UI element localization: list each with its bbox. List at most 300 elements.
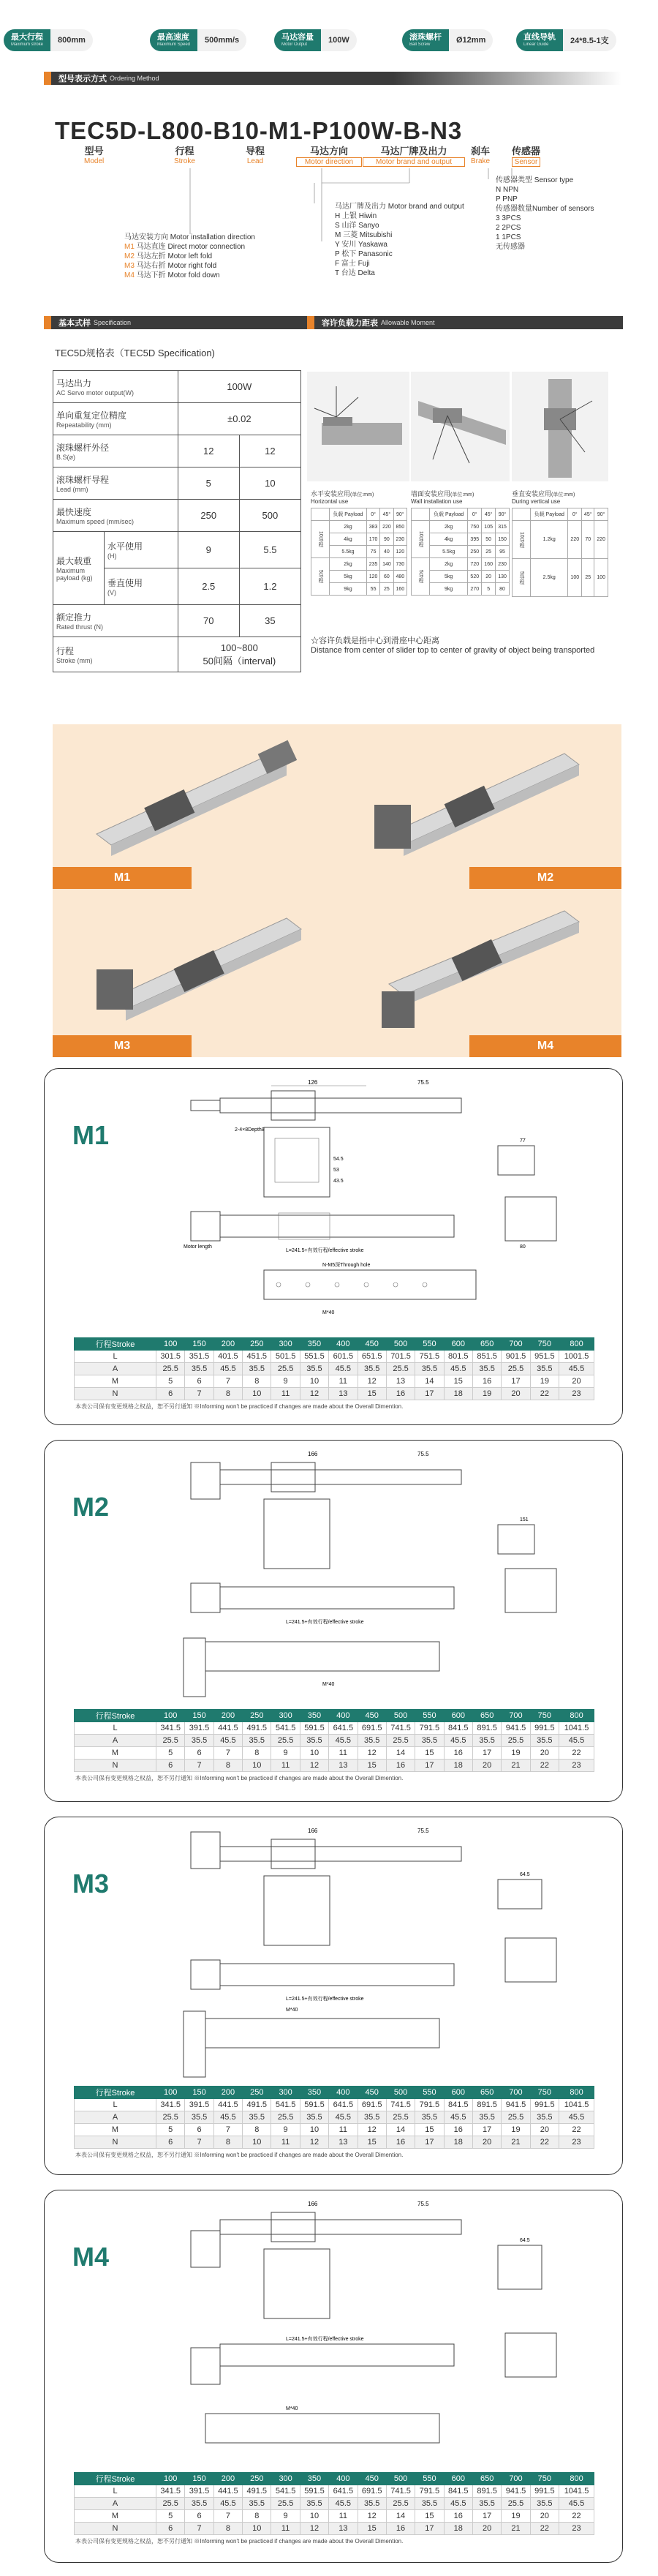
dim-cell: 591.5	[300, 2485, 328, 2498]
dim-cell: 22	[530, 2523, 559, 2535]
dim-cell: 5	[156, 2510, 185, 2523]
section-ordering: 型号表示方式 Ordering Method	[44, 72, 621, 85]
dim-cell: 19	[502, 1747, 530, 1760]
dim-cell: 16	[386, 1388, 415, 1400]
moment-illustration-vertical	[512, 372, 608, 481]
dim-cell: 22	[559, 2124, 594, 2136]
svg-text:54.5: 54.5	[333, 1157, 344, 1162]
svg-text:64.5: 64.5	[520, 2238, 530, 2243]
dim-cell: 35.5	[358, 2498, 386, 2510]
drawing-m2: M2 166 75.5 L=241.5+有效行程/effective stroke M*40 151 行程Stroke 100 150 200 250 300 350 400 450 500 550 600 650 700 750 800 L 341.5 391.5 441.5 491.5 541.5 591.5 641.5 691.5 741.5 791.5 841.5 891.5 941.5 991.5 1041.5 A 25.5 35.5 45.5 35.5 25.5 35.5 45.5 35.5 25.5 35.5 45.5 35.5 25.5 35.5 45.5 M 5 6 7 8 9 10 11 12 14 15 16 17 19 20 22 N 6 7 8 10 11 12 13 15 16 17 18 20 21 22 23 本表公司保有变更规格之权益，恕不另行通知 ※Informing won't be practiced if changes are made about the Overall Dimention.	[44, 1440, 623, 1802]
panel-m1: M1	[53, 724, 330, 889]
svg-text:126: 126	[308, 1080, 318, 1086]
dim-cell: 5	[156, 2124, 185, 2136]
dim-cell: 741.5	[386, 1722, 415, 1735]
dim-cell: 35.5	[530, 1735, 559, 1747]
moment-note: ☆容许负载是指中心到滑座中心距离 Distance from center of slider top to center of gravity of object being transported	[311, 637, 595, 655]
actuator-m3-image	[53, 889, 330, 1035]
dim-cell: 16	[386, 2523, 415, 2535]
dim-cell: 701.5	[386, 1351, 415, 1363]
dim-cell: 891.5	[472, 2099, 501, 2111]
dim-cell: 9	[271, 2510, 300, 2523]
svg-text:77: 77	[520, 1138, 526, 1144]
dim-cell: 301.5	[156, 1351, 185, 1363]
svg-text:166: 166	[308, 2201, 318, 2207]
dim-row-a	[75, 2498, 594, 2510]
dim-cell: 11	[329, 1747, 358, 1760]
model-code: TEC5D-L800-B10-M1-P100W-B-N3	[55, 117, 463, 144]
stroke-header-cell: 650	[472, 1710, 501, 1722]
stroke-header-cell: 450	[358, 1710, 386, 1722]
dim-cell: 501.5	[271, 1351, 300, 1363]
dimension-drawing-m1	[176, 1080, 586, 1343]
dim-cell: 35.5	[185, 2111, 213, 2124]
dim-cell: 8	[243, 1747, 271, 1760]
dim-cell: 20	[472, 2523, 501, 2535]
dim-cell: 7	[185, 1760, 213, 1772]
panel-m3: M3	[53, 889, 330, 1057]
load-table-horizontal: 负载 Payload 0° 45° 90° 10导程 2kg 383 220 850 4kg 170 90 230 5.5kg 75 40 120 5导程 2kg 235 140 730 5kg 120 60 480 9kg 55 25 160	[311, 508, 407, 596]
dim-row-m	[75, 1747, 594, 1760]
stroke-header-label: 行程Stroke	[75, 2473, 156, 2485]
dim-cell: 45.5	[444, 1363, 472, 1375]
dim-cell: 25.5	[156, 1363, 185, 1375]
stroke-header-cell: 750	[530, 2473, 559, 2485]
dim-cell: 11	[329, 2124, 358, 2136]
dim-cell: 35.5	[243, 1735, 271, 1747]
dim-cell: 20	[472, 2136, 501, 2149]
dim-cell: 25.5	[156, 2498, 185, 2510]
dim-cell: 1001.5	[559, 1351, 594, 1363]
dim-cell: 35.5	[300, 2498, 328, 2510]
dim-row-label: A	[75, 2111, 156, 2124]
dim-cell: 16	[444, 2124, 472, 2136]
svg-text:2-4×8Depth8: 2-4×8Depth8	[235, 1127, 265, 1133]
dim-cell: 25.5	[271, 1735, 300, 1747]
dim-cell: 10	[243, 2136, 271, 2149]
dim-cell: 19	[502, 2124, 530, 2136]
svg-text:M*40: M*40	[322, 1310, 335, 1315]
dim-cell: 11	[271, 2136, 300, 2149]
dim-cell: 20	[530, 1747, 559, 1760]
dim-cell: 601.5	[329, 1351, 358, 1363]
dim-cell: 35.5	[243, 2498, 271, 2510]
dim-cell: 45.5	[559, 2498, 594, 2510]
stroke-header-cell: 300	[271, 2087, 300, 2099]
stroke-header-cell: 550	[415, 1338, 444, 1351]
stroke-header-cell: 500	[386, 2087, 415, 2099]
svg-text:L=241.5+有效行程/effective stroke: L=241.5+有效行程/effective stroke	[286, 1620, 364, 1625]
dim-cell: 6	[185, 1747, 213, 1760]
dim-cell: 35.5	[415, 1363, 444, 1375]
dimension-drawing-m2	[176, 1452, 586, 1715]
dim-cell: 5	[156, 1747, 185, 1760]
label-brand: 马达厂牌及出力 Motor brand and output	[363, 146, 465, 167]
stroke-header-cell: 150	[185, 1710, 213, 1722]
stroke-header-cell: 800	[559, 2087, 594, 2099]
stroke-header-label: 行程Stroke	[75, 2087, 156, 2099]
dim-cell: 7	[185, 2136, 213, 2149]
dim-row-n	[75, 2523, 594, 2535]
stroke-header-cell: 600	[444, 2473, 472, 2485]
dim-cell: 22	[559, 1747, 594, 1760]
dim-row-label: N	[75, 2136, 156, 2149]
dim-cell: 841.5	[444, 2485, 472, 2498]
stroke-header-cell: 350	[300, 2473, 328, 2485]
dim-row-label: A	[75, 2498, 156, 2510]
label-model: 型号 Model	[84, 146, 105, 165]
dim-cell: 17	[415, 1388, 444, 1400]
label-lead: 导程 Lead	[246, 146, 265, 165]
stroke-header-cell: 200	[213, 2473, 242, 2485]
load-title-wall: 墙面安装应用(单位:mm) Wall installation use	[411, 490, 474, 505]
dim-cell: 401.5	[213, 1351, 242, 1363]
stroke-header-cell: 700	[502, 2473, 530, 2485]
dim-cell: 19	[502, 2510, 530, 2523]
section-moment: 容许负载力距表 Allowable Moment	[307, 316, 623, 329]
dim-row-label: M	[75, 1375, 156, 1388]
dim-cell: 12	[358, 1375, 386, 1388]
drawing-title-m1: M1	[72, 1120, 110, 1150]
dim-row-label: N	[75, 2523, 156, 2535]
stroke-header-cell: 550	[415, 2087, 444, 2099]
dim-row-l	[75, 2099, 594, 2111]
dim-cell: 45.5	[329, 2111, 358, 2124]
stroke-header-cell: 650	[472, 2473, 501, 2485]
spec-title: TEC5D规格表（TEC5D Specification)	[55, 348, 215, 358]
dim-cell: 1041.5	[559, 1722, 594, 1735]
dim-cell: 1041.5	[559, 2099, 594, 2111]
svg-text:L=241.5+有效行程/effective stroke: L=241.5+有效行程/effective stroke	[286, 2337, 364, 2342]
stroke-header-cell: 450	[358, 2087, 386, 2099]
panel-m4: M4	[330, 889, 621, 1057]
dim-cell: 791.5	[415, 2099, 444, 2111]
svg-text:53: 53	[333, 1168, 339, 1173]
dim-cell: 12	[300, 1760, 328, 1772]
dim-cell: 25.5	[502, 1363, 530, 1375]
dim-cell: 45.5	[444, 1735, 472, 1747]
stroke-header-cell: 150	[185, 1338, 213, 1351]
dim-cell: 991.5	[530, 2485, 559, 2498]
dim-cell: 12	[300, 1388, 328, 1400]
svg-text:64.5: 64.5	[520, 1872, 530, 1877]
dim-row-a	[75, 1363, 594, 1375]
dim-row-label: A	[75, 1735, 156, 1747]
dim-row-label: L	[75, 2485, 156, 2498]
dim-cell: 9	[271, 2124, 300, 2136]
dim-cell: 25.5	[271, 2498, 300, 2510]
dim-cell: 391.5	[185, 1722, 213, 1735]
stroke-header-cell: 100	[156, 2473, 185, 2485]
drawing-title-m2: M2	[72, 1492, 110, 1522]
spec-pill-screw: 滚珠螺杆 Ball Screw Ø12mm	[402, 29, 493, 51]
dim-cell: 341.5	[156, 2485, 185, 2498]
dim-cell: 45.5	[213, 2498, 242, 2510]
stroke-header-cell: 100	[156, 1710, 185, 1722]
dim-cell: 15	[358, 1388, 386, 1400]
stroke-header-cell: 650	[472, 2087, 501, 2099]
stroke-header-cell: 700	[502, 1710, 530, 1722]
dim-cell: 11	[329, 2510, 358, 2523]
dim-cell: 21	[502, 2523, 530, 2535]
dim-row-label: A	[75, 1363, 156, 1375]
stroke-header-cell: 200	[213, 1710, 242, 1722]
stroke-header-cell: 450	[358, 2473, 386, 2485]
dim-table-m3	[74, 2086, 594, 2149]
dim-row-label: N	[75, 1760, 156, 1772]
dim-cell: 791.5	[415, 1722, 444, 1735]
stroke-header-cell: 100	[156, 2087, 185, 2099]
dim-cell: 941.5	[502, 2485, 530, 2498]
dim-cell: 23	[559, 1760, 594, 1772]
dim-cell: 541.5	[271, 1722, 300, 1735]
dim-cell: 10	[300, 1375, 328, 1388]
dim-row-label: M	[75, 2124, 156, 2136]
dim-cell: 541.5	[271, 2485, 300, 2498]
dim-cell: 14	[386, 1747, 415, 1760]
dim-cell: 841.5	[444, 1722, 472, 1735]
dim-cell: 35.5	[358, 1735, 386, 1747]
dim-cell: 25.5	[386, 1735, 415, 1747]
dim-cell: 25.5	[386, 2498, 415, 2510]
dim-cell: 35.5	[185, 1363, 213, 1375]
dim-cell: 951.5	[530, 1351, 559, 1363]
stroke-header-cell: 350	[300, 2087, 328, 2099]
stroke-header-cell: 350	[300, 1338, 328, 1351]
dim-cell: 801.5	[444, 1351, 472, 1363]
dim-cell: 691.5	[358, 1722, 386, 1735]
drawing-m4: M4 166 75.5 L=241.5+有效行程/effective stroke M*40 64.5 行程Stroke 100 150 200 250 300 350 400 450 500 550 600 650 700 750 800 L 341.5 391.5 441.5 491.5 541.5 591.5 641.5 691.5 741.5 791.5 841.5 891.5 941.5 991.5 1041.5 A 25.5 35.5 45.5 35.5 25.5 35.5 45.5 35.5 25.5 35.5 45.5 35.5 25.5 35.5 45.5 M 5 6 7 8 9 10 11 12 14 15 16 17 19 20 22 N 6 7 8 10 11 12 13 15 16 17 18 20 21 22 23 本表公司保有变更规格之权益，恕不另行通知 ※Informing won't be practiced if changes are made about the Overall Dimention.	[44, 2190, 623, 2563]
dim-cell: 35.5	[300, 1363, 328, 1375]
dim-row-label: N	[75, 1388, 156, 1400]
stroke-header-cell: 250	[243, 2087, 271, 2099]
dim-row-label: L	[75, 2099, 156, 2111]
svg-text:M*40: M*40	[286, 2406, 298, 2411]
stroke-header-cell: 250	[243, 2473, 271, 2485]
dim-cell: 17	[472, 2124, 501, 2136]
dim-table-m1	[74, 1337, 594, 1400]
svg-text:M*40: M*40	[322, 1682, 335, 1687]
dim-cell: 16	[444, 2510, 472, 2523]
stroke-header-cell: 600	[444, 1338, 472, 1351]
dim-row-n	[75, 2136, 594, 2149]
dim-row-label: M	[75, 1747, 156, 1760]
dim-cell: 791.5	[415, 2485, 444, 2498]
stroke-header-cell: 800	[559, 2473, 594, 2485]
dim-cell: 641.5	[329, 2099, 358, 2111]
dim-cell: 691.5	[358, 2099, 386, 2111]
dim-cell: 18	[444, 1388, 472, 1400]
svg-text:166: 166	[308, 1828, 318, 1834]
dim-cell: 20	[530, 2124, 559, 2136]
load-title-horizontal: 水平安装应用(单位:mm) Horizontal use	[311, 490, 374, 505]
dim-cell: 15	[358, 2523, 386, 2535]
dim-cell: 13	[386, 1375, 415, 1388]
drawing-title-m4: M4	[72, 2242, 110, 2272]
dim-cell: 541.5	[271, 2099, 300, 2111]
dim-cell: 341.5	[156, 2099, 185, 2111]
dim-cell: 45.5	[329, 1363, 358, 1375]
actuator-m4-image	[330, 889, 621, 1035]
dim-cell: 16	[472, 1375, 501, 1388]
dim-cell: 441.5	[213, 2099, 242, 2111]
stroke-header-cell: 150	[185, 2087, 213, 2099]
dim-cell: 491.5	[243, 2099, 271, 2111]
dim-cell: 17	[472, 1747, 501, 1760]
dim-cell: 23	[559, 2136, 594, 2149]
dim-row-l	[75, 1351, 594, 1363]
svg-text:75.5: 75.5	[417, 1828, 429, 1834]
dim-cell: 641.5	[329, 2485, 358, 2498]
dim-cell: 35.5	[415, 2498, 444, 2510]
actuator-m1-image	[53, 724, 330, 867]
stroke-header-cell: 350	[300, 1710, 328, 1722]
dim-cell: 491.5	[243, 2485, 271, 2498]
dim-cell: 11	[271, 1760, 300, 1772]
dim-cell: 20	[472, 1760, 501, 1772]
dim-cell: 841.5	[444, 2099, 472, 2111]
dim-cell: 18	[444, 1760, 472, 1772]
svg-text:80: 80	[520, 1244, 526, 1250]
section-basic: 基本式样 Specification	[44, 316, 307, 329]
dim-cell: 22	[530, 2136, 559, 2149]
dim-cell: 6	[156, 2136, 185, 2149]
dim-cell: 8	[243, 2510, 271, 2523]
svg-text:75.5: 75.5	[417, 1452, 429, 1457]
spec-table: 马达出力 AC Servo motor output(W) 100W 单向重复定位精度 Repeatability (mm) ±0.02 滚珠螺杆外径 B.S(ø) 12 12 滚珠螺杆导程 Lead (mm) 5 10 最快速度 Maximum speed (mm/sec) 250 500 最大载重 Maximum payload (kg) 水平使用 (H) 9 5.5 垂直使用 (V) 2.5 1.2 额定推力 Rated thrust (N) 70 35 行程 Stroke (mm) 100~800 50间隔（interval)	[53, 370, 301, 672]
dim-cell: 551.5	[300, 1351, 328, 1363]
sensor-notes: 传感器类型 Sensor type N NPN P PNP 传感器数量Number of sensors 3 3PCS 2 2PCS 1 1PCS 无传感器	[496, 176, 594, 251]
dim-cell: 35.5	[185, 1735, 213, 1747]
load-table-vertical: 负载 Payload 0° 45° 90° 10导程 1.2kg 220 70 220 5导程 2.5kg 100 25 100	[512, 508, 608, 597]
dim-cell: 22	[559, 2510, 594, 2523]
dim-cell: 691.5	[358, 2485, 386, 2498]
dim-cell: 441.5	[213, 2485, 242, 2498]
drawing-title-m3: M3	[72, 1869, 110, 1899]
dim-cell: 45.5	[329, 1735, 358, 1747]
dim-cell: 25.5	[271, 2111, 300, 2124]
dim-cell: 21	[502, 1760, 530, 1772]
dim-cell: 25.5	[386, 2111, 415, 2124]
dim-cell: 35.5	[530, 2498, 559, 2510]
dim-cell: 35.5	[472, 2111, 501, 2124]
dim-table-m4	[74, 2472, 594, 2535]
dim-cell: 17	[415, 1760, 444, 1772]
dim-row-a	[75, 1735, 594, 1747]
dim-cell: 35.5	[530, 1363, 559, 1375]
stroke-header-cell: 400	[329, 1710, 358, 1722]
dim-cell: 45.5	[444, 2498, 472, 2510]
dim-cell: 14	[415, 1375, 444, 1388]
stroke-header-cell: 200	[213, 1338, 242, 1351]
dim-cell: 11	[271, 1388, 300, 1400]
dim-cell: 35.5	[415, 1735, 444, 1747]
dim-row-l	[75, 1722, 594, 1735]
stroke-header-cell: 300	[271, 1338, 300, 1351]
stroke-header-cell: 300	[271, 1710, 300, 1722]
svg-text:43.5: 43.5	[333, 1179, 344, 1184]
stroke-header-cell: 250	[243, 1338, 271, 1351]
stroke-header-cell: 150	[185, 2473, 213, 2485]
dim-cell: 16	[386, 1760, 415, 1772]
stroke-header-cell: 100	[156, 1338, 185, 1351]
dim-cell: 5	[156, 1375, 185, 1388]
dim-cell: 10	[243, 1760, 271, 1772]
stroke-header-cell: 750	[530, 2087, 559, 2099]
dim-cell: 20	[530, 2510, 559, 2523]
moment-illustration-horizontal	[307, 372, 409, 481]
dimension-drawing-m3	[176, 1828, 586, 2092]
stroke-header-label: 行程Stroke	[75, 1710, 156, 1722]
dim-cell: 13	[329, 1388, 358, 1400]
dim-table-m2	[74, 1709, 594, 1772]
stroke-header-cell: 650	[472, 1338, 501, 1351]
dim-cell: 45.5	[329, 2498, 358, 2510]
dim-cell: 7	[185, 1388, 213, 1400]
svg-text:M*40: M*40	[286, 2008, 298, 2013]
dim-cell: 6	[156, 2523, 185, 2535]
stroke-header-cell: 400	[329, 2473, 358, 2485]
dim-cell: 10	[300, 2124, 328, 2136]
dim-cell: 9	[271, 1375, 300, 1388]
stroke-header-cell: 250	[243, 1710, 271, 1722]
dim-cell: 991.5	[530, 2099, 559, 2111]
spec-pill-speed: 最高速度 Maximum Speed 500mm/s	[150, 29, 246, 51]
dim-cell: 12	[300, 2136, 328, 2149]
dim-cell: 7	[213, 2124, 242, 2136]
label-direction: 马达方向 Motor direction	[296, 146, 362, 167]
dim-cell: 451.5	[243, 1351, 271, 1363]
svg-text:151: 151	[520, 1517, 529, 1522]
dim-cell: 7	[185, 2523, 213, 2535]
dim-cell: 17	[472, 2510, 501, 2523]
dim-cell: 35.5	[358, 2111, 386, 2124]
dim-cell: 35.5	[300, 2111, 328, 2124]
dim-cell: 14	[386, 2124, 415, 2136]
stroke-header-cell: 400	[329, 2087, 358, 2099]
drawing-m3: M3 166 75.5 L=241.5+有效行程/effective stroke M*40 64.5 行程Stroke 100 150 200 250 300 350 400 450 500 550 600 650 700 750 800 L 341.5 391.5 441.5 491.5 541.5 591.5 641.5 691.5 741.5 791.5 841.5 891.5 941.5 991.5 1041.5 A 25.5 35.5 45.5 35.5 25.5 35.5 45.5 35.5 25.5 35.5 45.5 35.5 25.5 35.5 45.5 M 5 6 7 8 9 10 11 12 14 15 16 17 19 20 22 N 6 7 8 10 11 12 13 15 16 17 18 20 21 22 23 本表公司保有变更规格之权益，恕不另行通知 ※Informing won't be practiced if changes are made about the Overall Dimention.	[44, 1817, 623, 2175]
dim-cell: 15	[444, 1375, 472, 1388]
dim-cell: 10	[300, 1747, 328, 1760]
stroke-header-cell: 200	[213, 2087, 242, 2099]
dim-cell: 19	[472, 1388, 501, 1400]
stroke-header-cell: 500	[386, 2473, 415, 2485]
dim-cell: 45.5	[559, 1363, 594, 1375]
dim-cell: 7	[213, 2510, 242, 2523]
dim-cell: 13	[329, 2136, 358, 2149]
dim-cell: 591.5	[300, 2099, 328, 2111]
dim-cell: 8	[213, 1388, 242, 1400]
dim-cell: 16	[386, 2136, 415, 2149]
dim-cell: 45.5	[559, 1735, 594, 1747]
dim-cell: 25.5	[271, 1363, 300, 1375]
dim-cell: 10	[243, 2523, 271, 2535]
dim-cell: 15	[415, 2510, 444, 2523]
dim-cell: 17	[415, 2523, 444, 2535]
stroke-header-cell: 700	[502, 2087, 530, 2099]
dim-cell: 941.5	[502, 2099, 530, 2111]
dim-cell: 23	[559, 1388, 594, 1400]
dim-cell: 35.5	[415, 2111, 444, 2124]
dim-row-label: M	[75, 2510, 156, 2523]
dim-row-m	[75, 2124, 594, 2136]
svg-text:L=241.5+有效行程/effective stroke: L=241.5+有效行程/effective stroke	[286, 1997, 364, 2002]
load-title-vertical: 垂直安装应用(单位:mm) During vertical use	[512, 490, 575, 505]
dim-cell: 751.5	[415, 1351, 444, 1363]
stroke-header-cell: 500	[386, 1710, 415, 1722]
dim-cell: 891.5	[472, 2485, 501, 2498]
dim-cell: 45.5	[213, 2111, 242, 2124]
